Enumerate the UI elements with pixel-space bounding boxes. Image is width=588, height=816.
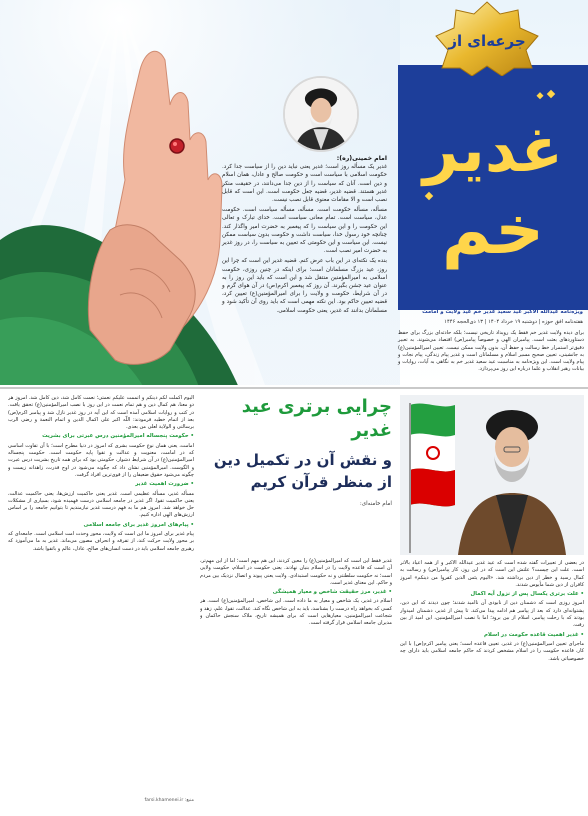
column-paragraph: الیوم اکملت لکم دینکم و اتممت علیکم نعمتی؛ نعمت کامل شد، دین کامل شد. امروز هر دو معنا، هم کمال دین و هم تمام نعمت در این روز با نصب امیرالمؤمنین(ع) تحقق یافت. در کتب و روایات اسلامی آمده است که این آیه در روز غدیر نازل شد و پیامبر اکرم(ص) بعد از اتمام خطبه فرمودند: اللّه اکبر علی اکمال الدین و اتمام النعمة و رضی الرب برسالتی و الولایة لعلی من بعدی. (8, 395, 194, 431)
quote-paragraph: مسأله، مسأله حکومت است. مسأله، مسأله سیاست است. حکومت عدل، سیاست است. تمام معانی سیاست است. خدای تبارک و تعالی این حکومت را و این سیاست را که پیغمبر به حضرت امیر واگذار کند. چنانچه خود رسول خدا، سیاست داشت و حکومت بدون سیاست ممکن نیست. این سیاست و این حکومتی که تعیین به سیاست را، در روز غدیر به حضرت امیر نصب است. (222, 207, 387, 255)
article-subheadline: و نقش آن در تکمیل دین از منظر قرآن کریم (213, 451, 392, 491)
cover-section (0, 0, 588, 385)
column-subheading: • ضرورت اهمیت غدیر (135, 481, 194, 488)
quote-author: امام خمینی(ره): (336, 155, 387, 162)
column-subheading: • غدیر اهمیت قاعده حکومت در اسلام (483, 631, 584, 638)
issue-date-caption: هفته‌نامه افق حوزه | دوشنبه ۱۹ خرداد ۱۴۰۴ | ۱۳ ذی‌الحجه ۱۴۴۶ (444, 319, 583, 325)
title-line1: غدیر (422, 113, 564, 186)
title-line2: خم (441, 191, 545, 270)
leader-portrait-photo (400, 395, 584, 555)
section-divider (0, 387, 588, 389)
ghadir-calligraphy (398, 83, 588, 283)
column-paragraph: در بعضی از تعبیرات گفته شده است که عید غدیر عیدالله الاکبر و از همه اعیاد بالاتر است. علت این چیست؟ علتش این است که در این روز، کار پیامبر(ص) و رسالت به کمال رسید و خطر از دین برداشته شد. «الیوم یئس الذین کفروا من دینکم» امروز کافران از دین شما مأیوس شدند. (400, 560, 584, 588)
golden-seal-emblem (428, 0, 546, 76)
column-paragraph: امروز روزی است که دشمنان دین از نابودی آن ناامید شدند؛ چون دیدند که این دین، پشتوانه‌ای دارد که بعد از پیامبر هم ادامه پیدا می‌کند. تا پیش از غدیر، دشمنان امیدوار بودند که با رحلت پیامبر، اسلام از بین برود؛ اما با نصب امیرالمؤمنین، این امید از بین رفت. (400, 600, 584, 629)
special-issue-caption: ویژه‌نامه عیدالله الاکبر عید سعید غدیر خم عید ولایت و امامت (422, 309, 583, 315)
article-byline: امام خامنه‌ای: (359, 501, 392, 507)
article-column-right (400, 560, 584, 810)
source-credit: منبع: farsi.khamenei.ir (144, 798, 194, 803)
article-column-middle (200, 558, 392, 808)
imam-khomeini-portrait (283, 76, 359, 152)
column-paragraph: ماجرای تعیین امیرالمؤمنین(ع) در غدیر، تعیین قاعده است؛ یعنی پیامبر اکرم(ص) با این کار، قاعده حکومت را در اسلام مشخص کردند که حاکم جامعه اسلامی باید دارای چه خصوصیاتی باشد. (400, 640, 584, 662)
column-paragraph: پیام غدیر برای امروز ما این است که ولایت، محور وحدت امت اسلامی است. جامعه‌ای که بر محور ولایت حرکت کند، از تفرقه و انحراف مصون می‌ماند. غدیر به ما می‌آموزد که رهبری جامعه اسلامی باید در دست انسان‌های صالح، عادل، عالم و باتقوا باشد. (8, 531, 194, 552)
article-column-left (8, 395, 194, 795)
quote-paragraph: بنده یک نکته‌ای در این باب عرض کنم. قضیه غدیر این است که چرا این روز، عید بزرگ مسلمانان است؛ برای اینکه در چنین روزی، حکومت اسلامی به امیرالمؤمنین منتقل شد و این است که باید این روز را به عنوان عید جشن بگیرند. آن روز که پیغمبر اکرم(ص) در آن هوای گرم و در آن شرایط، حکومت و ولایت را برای امیرالمؤمنین(ع) تعیین کرد، قضیه تعیین حاکم بود. این نکته مهمی است که باید روی آن تأکید شود و مسلمانان بدانند که غدیر، یعنی حکومت اسلامی. (222, 258, 387, 314)
quote-paragraph: غدیر یک مسأله روز است؛ غدیر یعنی نباید دین را از سیاست جدا کرد. حکومت اسلامی با سیاست است و حکومت صالح و عادل، همان اسلام و دین است. آنان که سیاست را از دین جدا می‌دانند، در حقیقت منکر غدیر هستند. قضیه غدیر، قضیه جعل حکومت است. این است که قابل نصب است و الا مقامات معنوی قابل نصب نیست. (222, 164, 387, 204)
column-paragraph: غدیر فقط این است که امیرالمؤمنین(ع) را معین کردند، این هم مهم است؛ اما از این مهم‌تر، آن است که قاعده ولایت را در اسلام بنیان نهادند. یعنی حکومت در اسلام، حکومت ولایی است؛ نه حکومت سلطنتی و نه حکومت استبدادی. ولایت یعنی پیوند و اتصال نزدیک بین مردم و حاکم. این معنای غدیر است. (200, 558, 392, 586)
column-paragraph: مسأله غدیر، مسأله عظیمی است. غدیر یعنی حاکمیت ارزش‌ها، یعنی حاکمیت عدالت، یعنی حاکمیت تقوا. اگر غدیر در جامعه اسلامی درست فهمیده شود، بسیاری از مشکلات حل خواهد شد. امروز هم ما به فهم درست غدیر نیازمندیم تا بتوانیم جامعه را بر اساس ارزش‌های الهی اداره کنیم. (8, 490, 194, 519)
column-paragraph: اسلام در غدیر، یک شاخص و معیار به ما داده است. این شاخص، امیرالمؤمنین(ع) است. هر کسی که بخواهد راه درست را بشناسد، باید به این شاخص نگاه کند. عدالت، تقوا، علم، زهد و شجاعت امیرالمؤمنین، معیارهایی است که برای همیشه تاریخ، ملاک سنجش حاکمان و مدیران جامعه اسلامی قرار گرفته است. (200, 598, 392, 627)
lede-paragraph: برای دیده ولایت غدیر خم فقط یک رویداد تاریخی نیست؛ بلکه حادثه‌ای بزرگ برای حفظ دستاوردهای بعثت است. پیامبران الهی و خصوصاً پیامبر(ص) اقتصاد می‌شوند. به تعبیر دقیق‌تر استمرار خط رسالت و حفظ آن، بدون ولایت ممکن نیست. تعیین امیرالمؤمنین(ع) به جانشینی، تعیین صحیح مسیر اسلام و مسلمانان است و غدیر پیام زندگی، پیام نجات و پیام ولایت است. این ویژه‌نامه به مناسبت عید سعید غدیر خم به نگاهی به آیات، روایات و بیانات رهبر انقلاب و علما درباره این روز می‌پردازد. (398, 330, 584, 373)
column-subheading: • حکومت پنجساله امیرالمؤمنین درس عبرتی برای بشریت (42, 433, 194, 440)
column-subheading: • علت برتری یکسال پس از نزول آیه اکمال (470, 591, 584, 598)
khomeini-quote-text (222, 155, 387, 380)
seal-text: جرعه‌ای از (448, 32, 526, 50)
column-subheading: • پیام‌های امروز غدیر برای جامعه اسلامی (83, 521, 194, 528)
article-headline: چرایی برتری عید غدیر (241, 396, 392, 441)
article-headline-block (200, 395, 392, 555)
ghadir-title-banner (398, 65, 588, 310)
column-subheading: • غدیر، مرز حقیقت شاخص و معیار همیشگی (272, 589, 392, 596)
column-paragraph: امامت، یعنی همان نوع حکومت بشری که امروز در دنیا مطرح است؛ با آن تفاوت اساسی که در امامت، معنویت و عدالت و تقوا پایه حکومت است. حکومت پنجساله امیرالمؤمنین(ع) در آن شرایط دشوار، حکومتی بود که برای همه تاریخ بشریت درس عبرت و الگوست. امیرالمؤمنین نشان داد که چگونه می‌شود در اوج قدرت، زاهدانه زیست و چگونه می‌شود حقوق ضعیفان را از قوی‌ترین افراد گرفت. (8, 442, 194, 478)
